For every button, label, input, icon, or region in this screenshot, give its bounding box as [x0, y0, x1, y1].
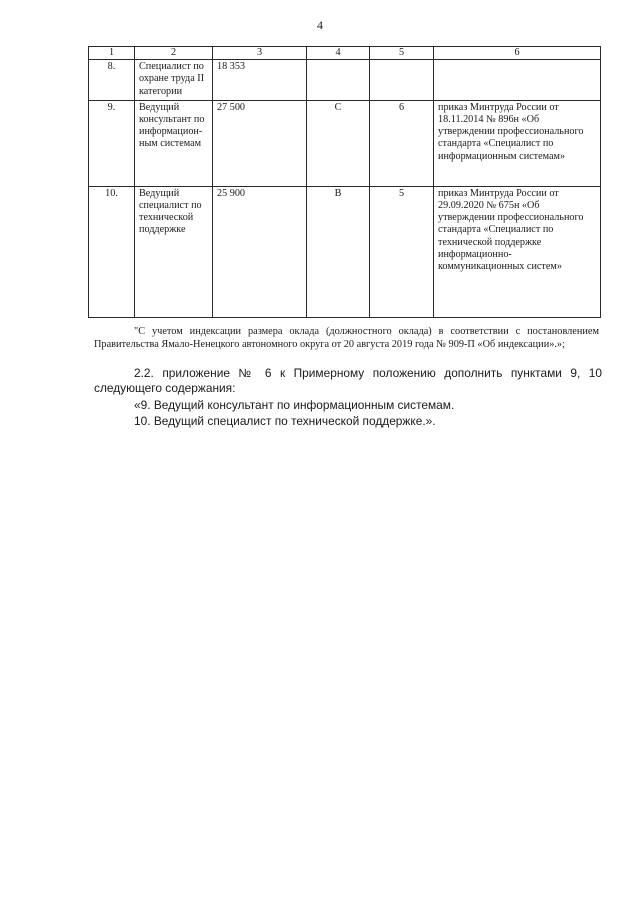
- amendment-paragraph: 2.2. приложение № 6 к Примерному положению дополнить пунктами 9, 10 следующего содержания:: [94, 366, 602, 395]
- position-title: Специалист по охране труда II категории: [135, 60, 213, 101]
- table-row: [89, 60, 601, 101]
- column-header: 3: [213, 47, 307, 60]
- standard-basis: приказ Минтруда России от 18.11.2014 № 896н «Об утверждении профессионального стандарта «Специалист по информационным системам»: [434, 100, 601, 186]
- row-number: 9.: [89, 100, 135, 186]
- table-row: [89, 186, 601, 317]
- column-header: 1: [89, 47, 135, 60]
- level-value: [307, 60, 370, 101]
- table-row: [89, 100, 601, 186]
- column-header: 4: [307, 47, 370, 60]
- salary-value: 25 900: [213, 186, 307, 317]
- standard-basis: [434, 60, 601, 101]
- table-header-row: [89, 47, 601, 60]
- page-number: 4: [317, 18, 323, 32]
- level-value: C: [307, 100, 370, 186]
- position-title: Ведущий специалист по технической поддержке: [135, 186, 213, 317]
- column-header: 5: [370, 47, 434, 60]
- row-number: 8.: [89, 60, 135, 101]
- row-number: 10.: [89, 186, 135, 317]
- new-item-9: «9. Ведущий консультант по информационным системам.: [134, 398, 455, 412]
- column-header: 6: [434, 47, 601, 60]
- qualification-value: [370, 60, 434, 101]
- position-title: Ведущий консультант по информацион-ным системам: [135, 100, 213, 186]
- level-value: B: [307, 186, 370, 317]
- qualification-value: 6: [370, 100, 434, 186]
- standard-basis: приказ Минтруда России от 29.09.2020 № 675н «Об утверждении профессионального стандарта «Специалист по технической поддержке информационно-коммуникационных систем»: [434, 186, 601, 317]
- column-header: 2: [135, 47, 213, 60]
- qualification-value: 5: [370, 186, 434, 317]
- salary-value: 27 500: [213, 100, 307, 186]
- new-item-10: 10. Ведущий специалист по технической поддержке.».: [134, 414, 436, 428]
- positions-table: [88, 46, 601, 318]
- salary-value: 18 353: [213, 60, 307, 101]
- salary-indexation-note: "С учетом индексации размера оклада (должностного оклада) в соответствии с постановлением Правительства Ямало-Ненецкого автономного округа от 20 августа 2019 года № 909-П «Об индексации».»;: [94, 326, 599, 350]
